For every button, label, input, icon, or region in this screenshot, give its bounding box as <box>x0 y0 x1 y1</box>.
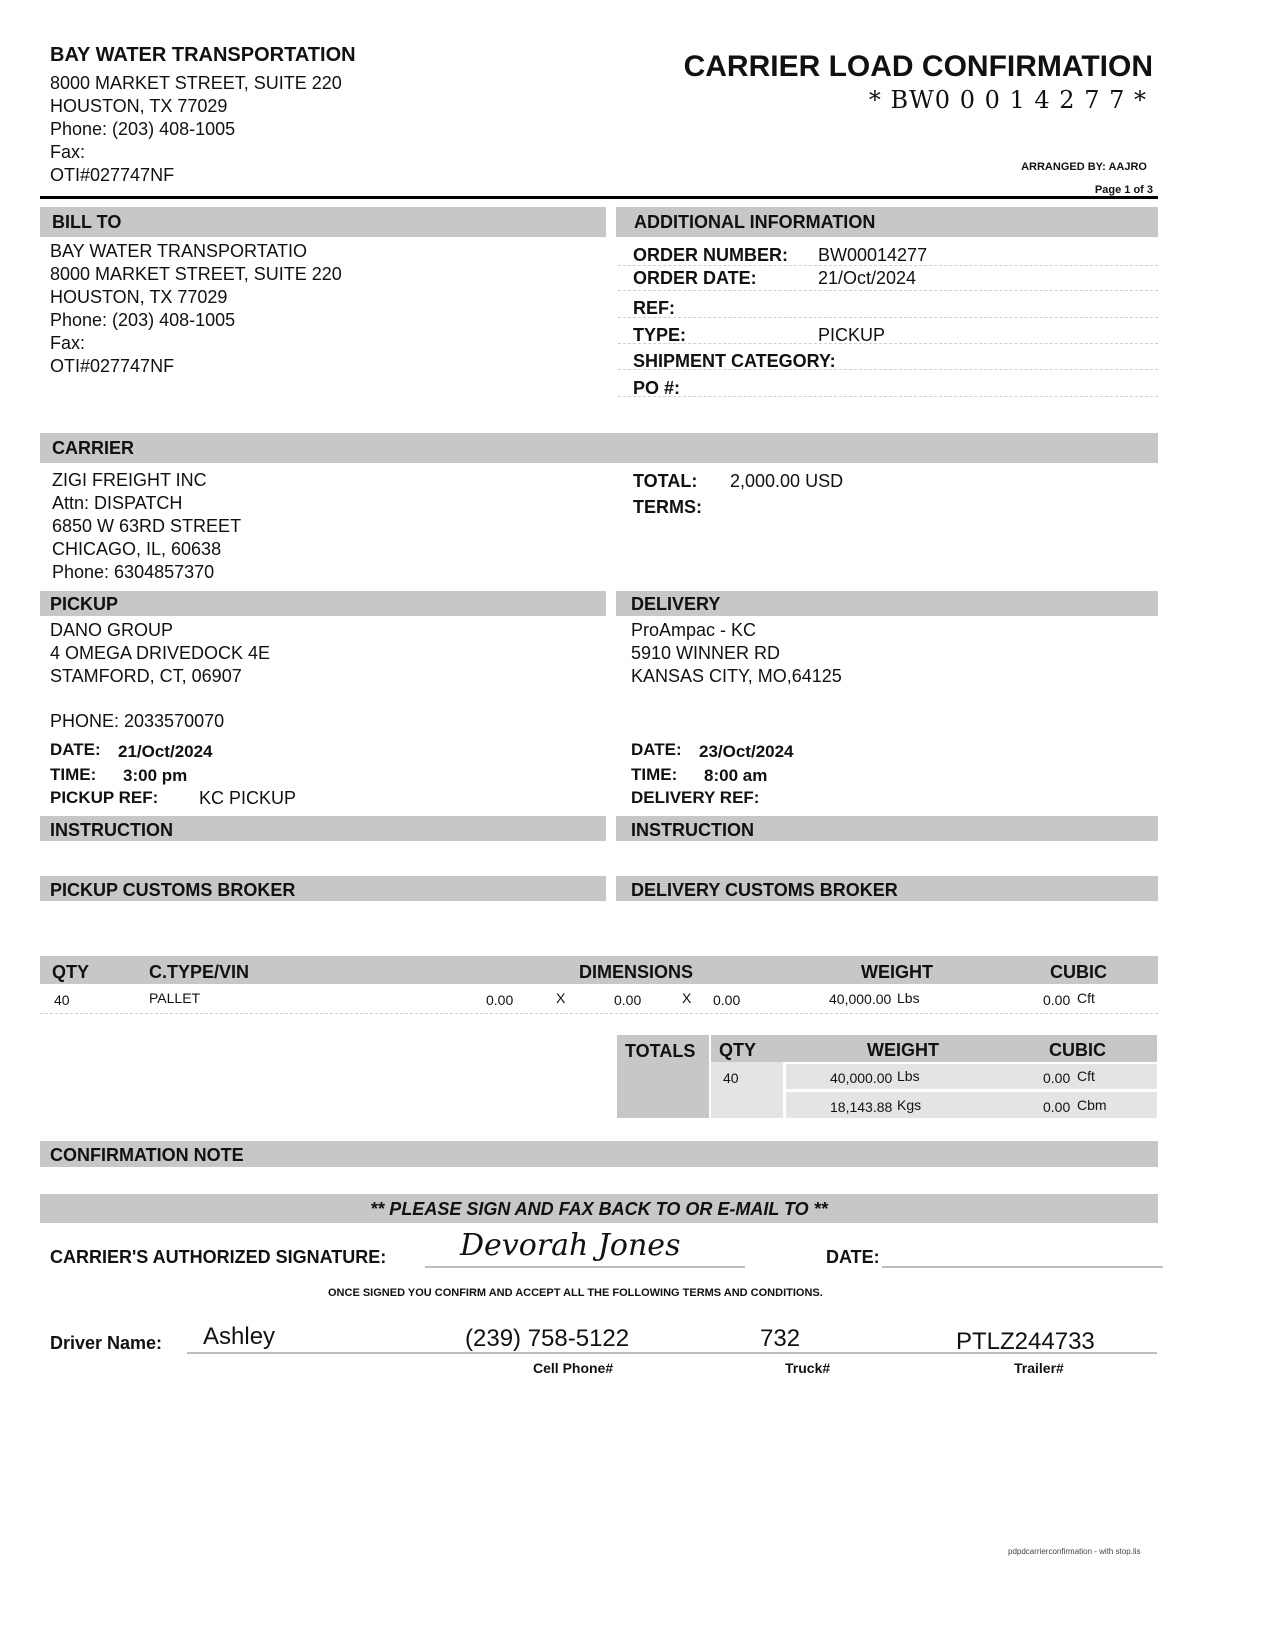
pickup-line: STAMFORD, CT, 06907 <box>50 666 242 686</box>
company-line: Fax: <box>50 142 86 162</box>
row-ctype: PALLET <box>149 990 201 1006</box>
barcode-text: * BW0 0 0 1 4 2 7 7 * <box>868 86 1147 114</box>
bill-to-line: OTI#027747NF <box>50 356 175 376</box>
shipment-category-label: SHIPMENT CATEGORY: <box>633 351 836 371</box>
terms-label: TERMS: <box>633 497 702 517</box>
pickup-time-label: TIME: <box>50 765 97 784</box>
totals-row-lbs <box>786 1064 1157 1089</box>
totals-cubic-header: CUBIC <box>1049 1040 1106 1060</box>
header-divider <box>40 196 1158 199</box>
totals-cubic-cft-unit: Cft <box>1077 1068 1095 1084</box>
driver-cell-phone: (239) 758-5122 <box>465 1325 630 1352</box>
delivery-line: KANSAS CITY, MO,64125 <box>631 666 842 686</box>
company-name: BAY WATER TRANSPORTATION <box>50 44 356 66</box>
pickup-header: PICKUP <box>40 591 606 616</box>
bill-to-line: HOUSTON, TX 77029 <box>50 287 228 307</box>
pickup-phone: PHONE: 2033570070 <box>50 711 225 731</box>
carrier-line: Phone: 6304857370 <box>52 562 215 582</box>
carrier-line: Attn: DISPATCH <box>52 493 183 513</box>
row-weight-unit: Lbs <box>897 990 920 1006</box>
bill-to-line: 8000 MARKET STREET, SUITE 220 <box>50 264 342 284</box>
total-label: TOTAL: <box>633 471 698 491</box>
sign-banner: ** PLEASE SIGN AND FAX BACK TO OR E-MAIL TO ** <box>40 1194 1158 1223</box>
pickup-line: 4 OMEGA DRIVEDOCK 4E <box>50 643 271 663</box>
divider <box>618 265 1158 266</box>
pickup-time-value: 3:00 pm <box>123 766 188 785</box>
pickup-ref-label: PICKUP REF: <box>50 788 159 807</box>
totals-weight-lbs-unit: Lbs <box>897 1068 920 1084</box>
totals-weight-kgs-unit: Kgs <box>897 1097 922 1113</box>
truck-label: Truck# <box>785 1360 831 1376</box>
pickup-instruction-header: INSTRUCTION <box>40 816 606 841</box>
company-line: OTI#027747NF <box>50 165 175 185</box>
sign-date-label: DATE: <box>826 1247 880 1267</box>
delivery-line: ProAmpac - KC <box>631 620 757 640</box>
col-ctype: C.TYPE/VIN <box>149 962 250 982</box>
type-label: TYPE: <box>633 325 687 345</box>
row-dim-3: 0.00 <box>713 992 741 1008</box>
page-number: Page 1 of 3 <box>1094 184 1153 196</box>
order-date-label: ORDER DATE: <box>633 268 757 288</box>
totals-weight-kgs: 18,143.88 <box>830 1099 893 1115</box>
bill-to-line: BAY WATER TRANSPORTATIO <box>50 241 308 261</box>
col-qty: QTY <box>52 962 90 982</box>
totals-row-kgs <box>786 1092 1157 1118</box>
divider <box>618 317 1158 318</box>
document-title: CARRIER LOAD CONFIRMATION <box>683 50 1153 83</box>
divider <box>618 343 1158 344</box>
pickup-ref-value: KC PICKUP <box>199 788 297 808</box>
row-dim-x: X <box>682 990 692 1006</box>
delivery-date-label: DATE: <box>631 740 682 759</box>
carrier-line: CHICAGO, IL, 60638 <box>52 539 222 559</box>
company-line: 8000 MARKET STREET, SUITE 220 <box>50 73 342 93</box>
row-cubic-unit: Cft <box>1077 990 1095 1006</box>
totals-header <box>711 1035 1157 1062</box>
row-dim-2: 0.00 <box>614 992 642 1008</box>
totals-qty: 40 <box>723 1070 739 1086</box>
col-weight: WEIGHT <box>861 962 933 982</box>
carrier-line: 6850 W 63RD STREET <box>52 516 242 536</box>
pickup-customs-broker-header: PICKUP CUSTOMS BROKER <box>40 876 606 901</box>
delivery-customs-broker-header: DELIVERY CUSTOMS BROKER <box>616 876 1158 901</box>
divider <box>40 1013 1158 1014</box>
footer-file: pdpdcarrierconfirmation - with stop.lis <box>1008 1547 1141 1556</box>
delivery-instruction-header: INSTRUCTION <box>616 816 1158 841</box>
pickup-line: DANO GROUP <box>50 620 174 640</box>
divider <box>618 396 1158 397</box>
divider <box>618 290 1158 291</box>
delivery-date-value: 23/Oct/2024 <box>699 742 794 761</box>
totals-qty-header: QTY <box>719 1040 757 1060</box>
additional-info-header: ADDITIONAL INFORMATION <box>616 207 1158 237</box>
arranged-by: ARRANGED BY: AAJRO <box>1021 161 1147 173</box>
totals-weight-header: WEIGHT <box>867 1040 939 1060</box>
sign-date-line <box>882 1266 1163 1268</box>
col-cubic: CUBIC <box>1050 962 1107 982</box>
driver-label: Driver Name: <box>50 1333 163 1353</box>
col-dimensions: DIMENSIONS <box>579 962 694 982</box>
items-table-header <box>40 956 1158 984</box>
po-label: PO #: <box>633 378 681 398</box>
ref-label: REF: <box>633 298 675 318</box>
order-number-value: BW00014277 <box>818 245 928 265</box>
delivery-line: 5910 WINNER RD <box>631 643 781 663</box>
delivery-header: DELIVERY <box>616 591 1158 616</box>
totals-cubic-cbm-unit: Cbm <box>1077 1097 1107 1113</box>
total-value: 2,000.00 USD <box>730 471 844 491</box>
carrier-line: ZIGI FREIGHT INC <box>52 470 207 490</box>
signature-value: Devorah Jones <box>460 1228 681 1263</box>
divider <box>618 369 1158 370</box>
carrier-header: CARRIER <box>40 433 1158 463</box>
company-line: Phone: (203) 408-1005 <box>50 119 236 139</box>
delivery-time-label: TIME: <box>631 765 678 784</box>
bill-to-header: BILL TO <box>40 207 606 237</box>
order-date-value: 21/Oct/2024 <box>818 268 917 288</box>
bill-to-line: Phone: (203) 408-1005 <box>50 310 236 330</box>
delivery-ref-label: DELIVERY REF: <box>631 788 760 807</box>
row-dim-x: X <box>556 990 566 1006</box>
row-cubic: 0.00 <box>1043 992 1071 1008</box>
pickup-date-label: DATE: <box>50 740 101 759</box>
bill-to-line: Fax: <box>50 333 86 353</box>
signature-line <box>425 1266 745 1268</box>
trailer-number: PTLZ244733 <box>956 1328 1095 1355</box>
totals-label: TOTALS <box>625 1041 696 1061</box>
type-value: PICKUP <box>818 325 886 345</box>
totals-cubic-cbm: 0.00 <box>1043 1099 1071 1115</box>
pickup-date-value: 21/Oct/2024 <box>118 742 213 761</box>
totals-cubic-cft: 0.00 <box>1043 1070 1071 1086</box>
signature-label: CARRIER'S AUTHORIZED SIGNATURE: <box>50 1247 387 1267</box>
totals-label-cell <box>617 1035 709 1118</box>
totals-weight-lbs: 40,000.00 <box>830 1070 893 1086</box>
confirmation-note-header: CONFIRMATION NOTE <box>40 1141 1158 1167</box>
terms-note: ONCE SIGNED YOU CONFIRM AND ACCEPT ALL THE FOLLOWING TERMS AND CONDITIONS. <box>328 1287 823 1299</box>
delivery-time-value: 8:00 am <box>704 766 768 785</box>
order-number-label: ORDER NUMBER: <box>633 245 788 265</box>
row-weight: 40,000.00 <box>829 991 892 1007</box>
totals-qty-cell <box>711 1062 783 1118</box>
driver-line <box>187 1352 1157 1354</box>
company-line: HOUSTON, TX 77029 <box>50 96 228 116</box>
row-dim-1: 0.00 <box>486 992 514 1008</box>
driver-name: Ashley <box>203 1323 276 1350</box>
truck-number: 732 <box>760 1325 801 1352</box>
cell-phone-label: Cell Phone# <box>533 1360 614 1376</box>
trailer-label: Trailer# <box>1014 1360 1064 1376</box>
row-qty: 40 <box>54 992 70 1008</box>
